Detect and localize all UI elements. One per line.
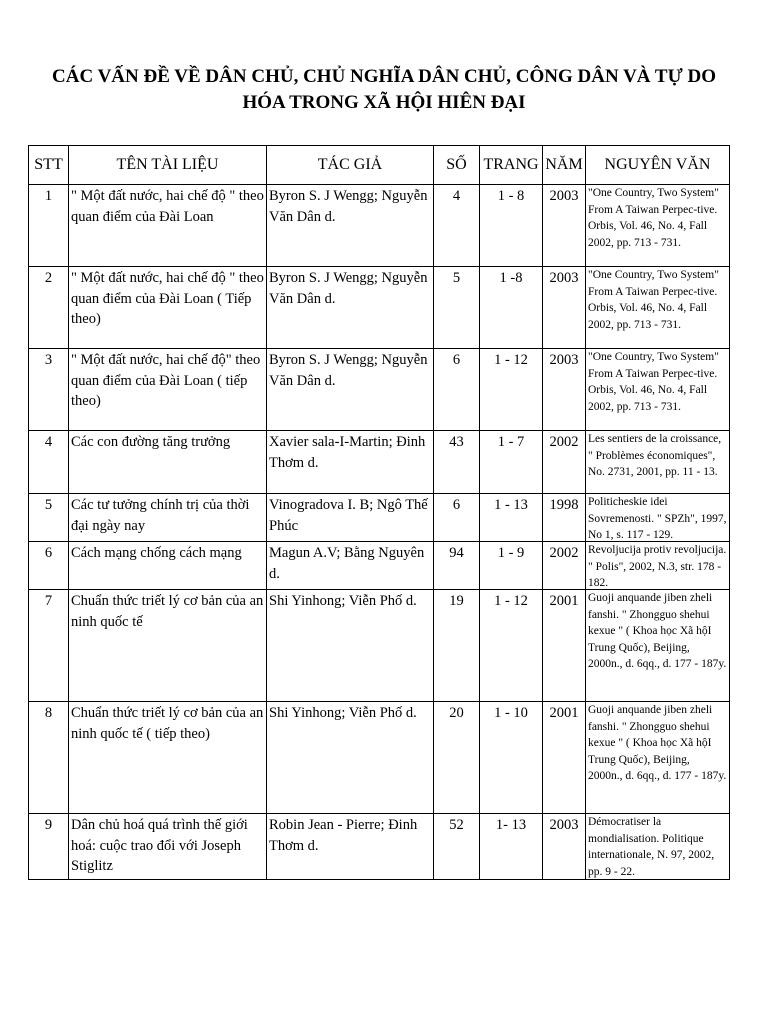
cell-ten-tai-lieu: Các tư tưởng chính trị của thời đại ngày nay (69, 494, 267, 542)
cell-so: 6 (434, 494, 480, 542)
cell-tac-gia: Shi Yinhong; Viễn Phố d. (267, 702, 434, 814)
cell-stt: 1 (29, 185, 69, 267)
header-nam: NĂM (543, 146, 586, 185)
cell-so: 6 (434, 349, 480, 431)
table-row (29, 702, 730, 814)
document-title: CÁC VẤN ĐỀ VỀ DÂN CHỦ, CHỦ NGHĨA DÂN CHỦ, CÔNG DÂN VÀ TỰ DO HÓA TRONG XÃ HỘI HIÊN ĐẠI (52, 66, 716, 113)
cell-tac-gia: Vinogradova I. B; Ngô Thế Phúc (267, 494, 434, 542)
table-row (29, 267, 730, 349)
cell-nguyen-van: Guoji anquande jiben zheli fanshi. " Zhongguo shehui kexue " ( Khoa học Xã hộI Trung Quốc), Beijing, 2000n., d. 6qq., d. 177 - 187y. (588, 592, 727, 670)
cell-so: 5 (434, 267, 480, 349)
header-nguyen-van: NGUYÊN VĂN (586, 146, 730, 185)
bibliography-table (28, 145, 730, 880)
cell-nguyen-van: "One Country, Two System" From A Taiwan Perpec-tive. Orbis, Vol. 46, No. 4, Fall 2002, pp. 713 - 731. (588, 351, 719, 413)
header-so: SỐ (434, 146, 480, 185)
cell-tac-gia: Byron S. J Wengg; Nguyễn Văn Dân d. (267, 185, 434, 267)
cell-ten-tai-lieu: " Một đất nước, hai chế độ " theo quan điểm của Đài Loan (69, 185, 267, 267)
cell-nguyen-van: Politicheskie idei Sovremenosti. " SPZh", 1997, No 1, s. 117 - 129. (588, 496, 727, 540)
cell-nguyen-van: Démocratiser la mondialisation. Politique internationale, N. 97, 2002, pp. 9 - 22. (588, 816, 715, 878)
cell-nguyen-van: "One Country, Two System" From A Taiwan Perpec-tive. Orbis, Vol. 46, No. 4, Fall 2002, pp. 713 - 731. (588, 269, 719, 331)
header-tac-gia: TÁC GIẢ (267, 146, 434, 185)
cell-so: 43 (434, 431, 480, 494)
cell-nam: 2003 (543, 814, 586, 880)
cell-nguyen-van: "One Country, Two System" From A Taiwan Perpec-tive. Orbis, Vol. 46, No. 4, Fall 2002, pp. 713 - 731. (588, 187, 719, 249)
cell-nguyen-van: Les sentiers de la croissance, " Problèmes économiques", No. 2731, 2001, pp. 11 - 13. (588, 433, 722, 478)
cell-trang: 1 - 9 (480, 542, 543, 590)
cell-tac-gia: Byron S. J Wengg; Nguyễn Văn Dân d. (267, 267, 434, 349)
cell-ten-tai-lieu: Cách mạng chống cách mạng (69, 542, 267, 590)
cell-trang: 1 -8 (480, 267, 543, 349)
cell-ten-tai-lieu: Các con đường tăng trưởng (69, 431, 267, 494)
cell-nam: 2001 (543, 702, 586, 814)
cell-tac-gia: Robin Jean - Pierre; Đinh Thơm d. (267, 814, 434, 880)
cell-trang: 1 - 7 (480, 431, 543, 494)
cell-tac-gia: Byron S. J Wengg; Nguyễn Văn Dân d. (267, 349, 434, 431)
table-row (29, 431, 730, 494)
cell-nguyen-van: Guoji anquande jiben zheli fanshi. " Zhongguo shehui kexue " ( Khoa học Xã hộI Trung Quốc), Beijing, 2000n., d. 6qq., d. 177 - 187y. (588, 704, 727, 782)
cell-nam: 2003 (543, 349, 586, 431)
cell-ten-tai-lieu: Dân chủ hoá quá trình thế giới hoá: cuộc trao đổi với Joseph Stiglitz (69, 814, 267, 880)
cell-tac-gia: Xavier sala-I-Martin; Đinh Thơm d. (267, 431, 434, 494)
header-ten-tai-lieu: TÊN TÀI LIỆU (69, 146, 267, 185)
cell-nam: 2002 (543, 542, 586, 590)
cell-stt: 8 (29, 702, 69, 814)
cell-trang: 1 - 12 (480, 349, 543, 431)
cell-stt: 7 (29, 590, 69, 702)
cell-trang: 1 - 13 (480, 494, 543, 542)
cell-nam: 2002 (543, 431, 586, 494)
table-row (29, 542, 730, 590)
cell-stt: 9 (29, 814, 69, 880)
cell-stt: 2 (29, 267, 69, 349)
cell-trang: 1 - 12 (480, 590, 543, 702)
cell-so: 94 (434, 542, 480, 590)
cell-stt: 3 (29, 349, 69, 431)
table-row (29, 185, 730, 267)
cell-so: 52 (434, 814, 480, 880)
header-stt: STT (29, 146, 69, 185)
cell-trang: 1 - 10 (480, 702, 543, 814)
cell-ten-tai-lieu: Chuẩn thức triết lý cơ bản của an ninh quốc tế (69, 590, 267, 702)
table-header-row (29, 146, 730, 185)
table-row (29, 494, 730, 542)
cell-nam: 1998 (543, 494, 586, 542)
cell-ten-tai-lieu: " Một đất nước, hai chế độ " theo quan điểm của Đài Loan ( Tiếp theo) (69, 267, 267, 349)
cell-ten-tai-lieu: Chuẩn thức triết lý cơ bản của an ninh quốc tế ( tiếp theo) (69, 702, 267, 814)
cell-tac-gia: Shi Yinhong; Viễn Phố d. (267, 590, 434, 702)
cell-trang: 1 - 8 (480, 185, 543, 267)
cell-nguyen-van: Revoljucija protiv revoljucija. " Polis", 2002, N.3, str. 178 - 182. (588, 544, 727, 588)
table-row (29, 814, 730, 880)
cell-trang: 1- 13 (480, 814, 543, 880)
cell-tac-gia: Magun A.V; Bằng Nguyên d. (267, 542, 434, 590)
header-trang: TRANG (480, 146, 543, 185)
cell-so: 19 (434, 590, 480, 702)
cell-nam: 2003 (543, 185, 586, 267)
cell-ten-tai-lieu: " Một đất nước, hai chế độ" theo quan điểm của Đài Loan ( tiếp theo) (69, 349, 267, 431)
cell-stt: 6 (29, 542, 69, 590)
cell-stt: 5 (29, 494, 69, 542)
cell-stt: 4 (29, 431, 69, 494)
table-row (29, 349, 730, 431)
cell-so: 4 (434, 185, 480, 267)
cell-nam: 2001 (543, 590, 586, 702)
cell-nam: 2003 (543, 267, 586, 349)
table-row (29, 590, 730, 702)
cell-so: 20 (434, 702, 480, 814)
